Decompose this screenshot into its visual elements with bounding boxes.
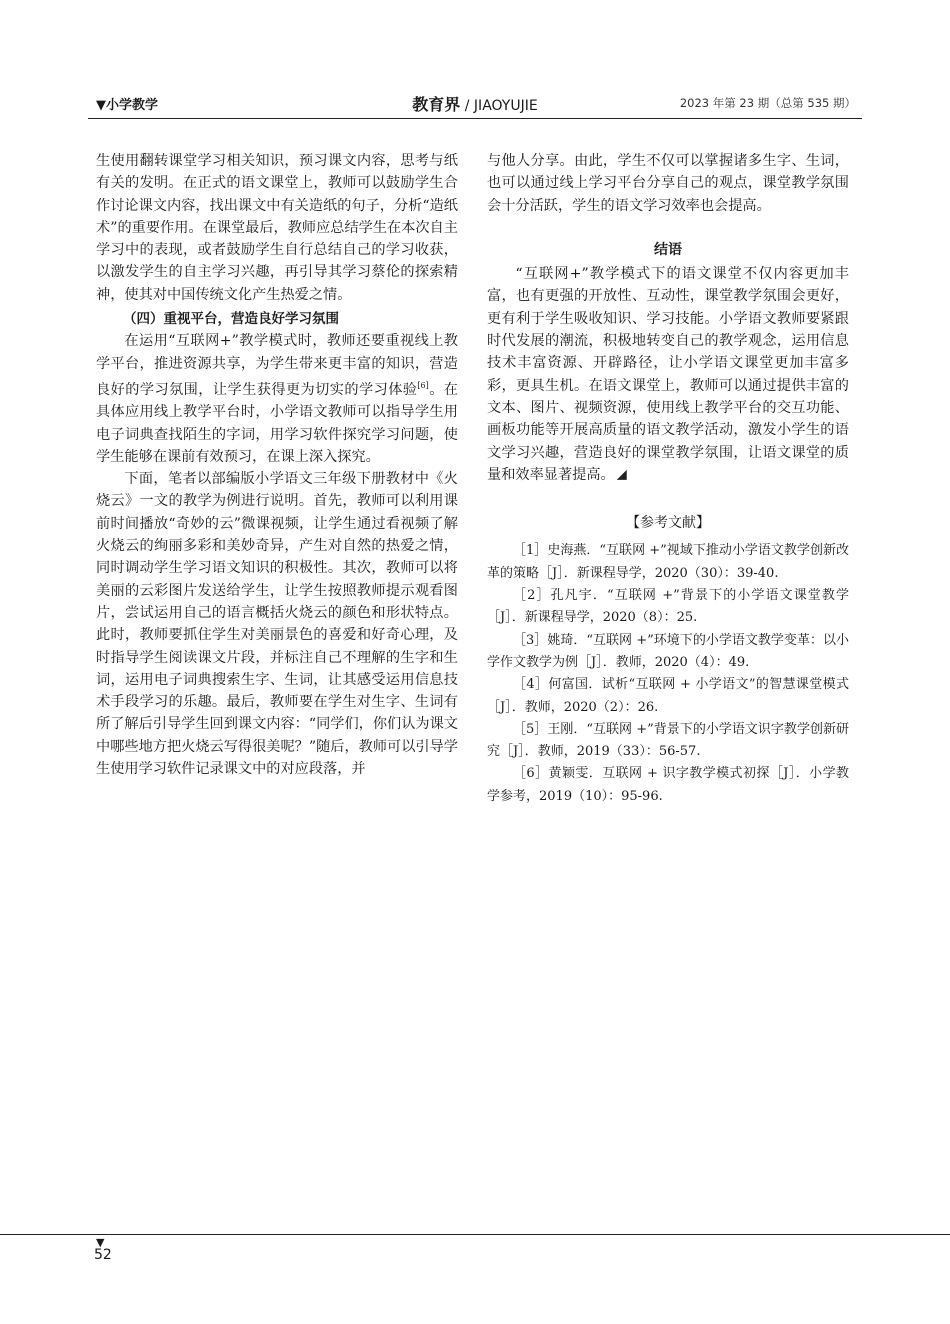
reference-item: ［6］黄颖雯．互联网 + 识字教学模式初探［J］．小学教学参考，2019（10）：95-96. [487, 766, 849, 804]
down-arrow-icon: ▼ [96, 1236, 105, 1249]
paragraph [96, 330, 458, 468]
page-number: 52 [94, 1247, 112, 1263]
journal-name-cn: 教育界 [412, 95, 461, 114]
paragraph: 生使用翻转课堂学习相关知识，预习课文内容，思考与纸有关的发明。在正式的语文课堂上，教师可以鼓励学生合作讨论课文内容，找出课文中有关造纸的句子，分析“造纸术”的重要作用。在课堂最后，教师应总结学生在本次自主学习中的表现，或者鼓励学生自行总结自己的学习收获，以激发学生的自主学习兴趣，再引导其学习蔡伦的探索精神，使其对中国传统文化产生热爱之情。 [96, 153, 458, 303]
subsection-heading: （四）重视平台，营造良好学习氛围 [123, 311, 339, 328]
left-column [96, 150, 458, 780]
reference-item: ［4］何富国．试析“互联网 + 小学语文”的智慧课堂模式［J］．教师，2020（2）：26. [487, 677, 849, 715]
journal-name-en: / JIAOYUJIE [460, 98, 538, 114]
reference-item: ［3］姚琦．“互联网 +”环境下的小学语文教学变革：以小学作文教学为例［J］．教师，2020（4）：49. [487, 632, 849, 670]
references-heading: 【参考文献】 [626, 515, 710, 532]
footer-rule [0, 1234, 950, 1235]
reference-item: ［1］史海燕．“互联网 +”视域下推动小学语文教学创新改革的策略［J］．新课程导学，2020（30）：39-40. [487, 543, 849, 581]
paragraph-text: 在运用“互联网+”教学模式时，教师还要重视线上教学平台，推进资源共享，为学生带来更丰富的知识，营造良好的学习氛围，让学生获得更为切实的学习体验 [96, 333, 458, 398]
end-mark-icon [617, 470, 627, 480]
conclusion-heading: 结语 [654, 241, 682, 258]
paragraph-text: “互联网+”教学模式下的语文课堂不仅内容更加丰富，也有更强的开放性、互动性，课堂教学氛围会更好，更有利于学生吸收知识、学习技能。小学语文教师要紧跟时代发展的潮流，积极地转变自己的教学观念，运用信息技术丰富资源、开辟路径，让小学语文课堂更加丰富多彩，更具生机。在语文课堂上，教师可以通过提供丰富的文本、图片、视频资源，使用线上教学平台的交互功能、画板功能等开展高质量的语文教学活动，激发小学生的语文学习兴趣，营造良好的课堂教学氛围，让语文课堂的质量和效率显著提高。 [487, 266, 849, 483]
conclusion-paragraph [487, 263, 849, 486]
section-label: ▼小学教学 [96, 98, 158, 113]
reference-item: ［5］王刚．“互联网 +”背景下的小学语文识字教学创新研究［J］．教师，2019（33）：56-57. [487, 721, 849, 760]
right-column [487, 150, 849, 808]
reference-item: ［2］孔凡宇．“互联网 +”背景下的小学语文课堂教学［J］．新课程导学，2020（8）：25. [487, 588, 849, 626]
issue-info: 2023 年第 23 期（总第 535 期） [679, 96, 856, 110]
page-header [88, 84, 862, 119]
paragraph: 与他人分享。由此，学生不仅可以掌握诸多生字、生词，也可以通过线上学习平台分享自己的观点，课堂教学氛围会十分活跃，学生的语文学习效率也会提高。 [487, 153, 849, 214]
paragraph: 下面，笔者以部编版小学语文三年级下册教材中《火烧云》一文的教学为例进行说明。首先，教师可以利用课前时间播放“奇妙的云”微课视频，让学生通过看视频了解火烧云的绚丽多彩和美妙奇异，产生对自然的热爱之情，同时调动学生学习语文知识的积极性。其次，教师可以将美丽的云彩图片发送给学生，让学生按照教师提示观看图片，尝试运用自己的语言概括火烧云的颜色和形状特点。此时，教师要抓住学生对美丽景色的喜爱和好奇心理，及时指导学生阅读课文片段，并标注自己不理解的生字和生词，运用电子词典搜索生字、生词，让其感受运用信息技术手段学习的乐趣。最后，教师要在学生对生字、生词有所了解后引导学生回到课文内容：“同学们，你们认为课文中哪些地方把火烧云写得很美呢？”随后，教师可以引导学生使用学习软件记录课文中的对应段落，并 [96, 471, 458, 778]
citation-marker: [6] [417, 380, 429, 390]
paragraph-text: 。在具体应用线上教学平台时，小学语文教师可以指导学生用电子词典查找陌生的字词，用学习软件探究学习问题，使学生能够在课前有效预习，在课上深入探究。 [96, 381, 458, 465]
